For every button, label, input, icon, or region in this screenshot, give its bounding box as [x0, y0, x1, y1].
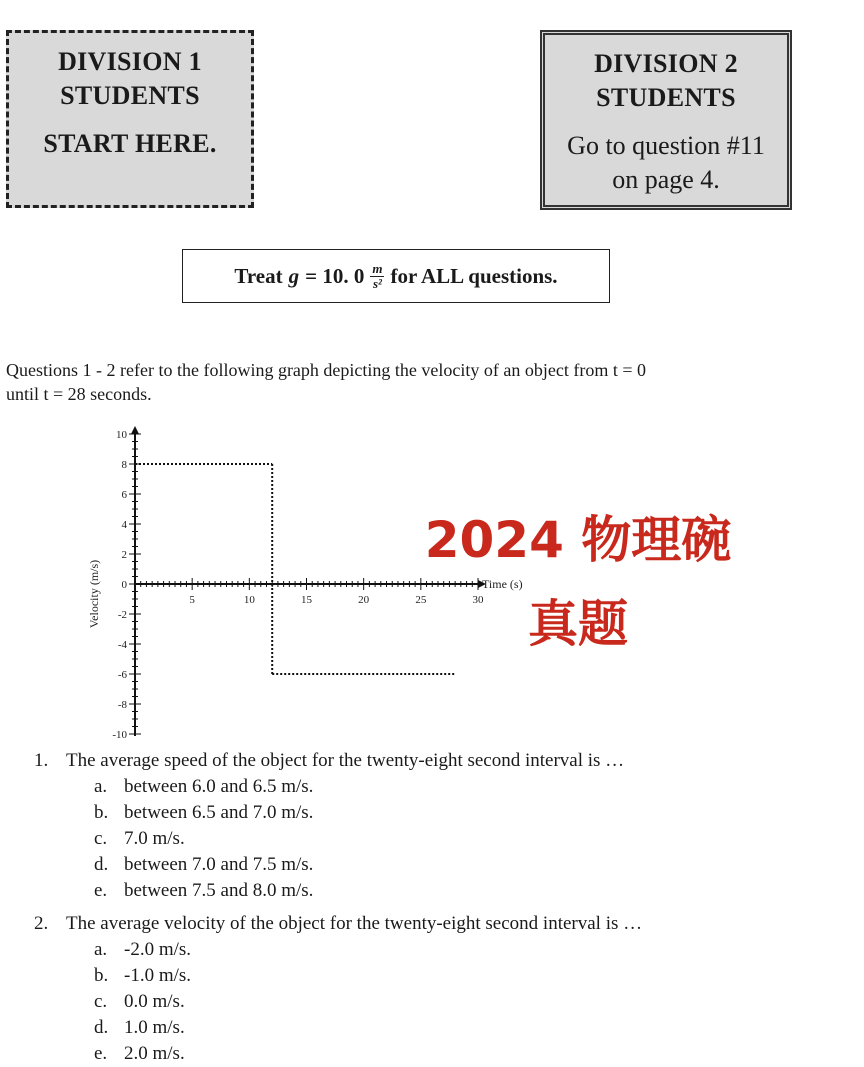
question-1: [34, 748, 624, 904]
option-letter: c.: [94, 991, 108, 1012]
chart-y-tick-label: 4: [121, 519, 127, 531]
chart-x-tick-label: 5: [189, 594, 195, 606]
option-text: between 7.0 and 7.5 m/s.: [124, 854, 314, 875]
chart-y-tick-label: -8: [117, 699, 127, 711]
gravity-unit-fraction: [370, 262, 384, 291]
watermark-overlay: [398, 508, 758, 656]
chart-x-axis-label: Time (s): [482, 577, 523, 591]
chart-y-tick-label: 2: [121, 549, 127, 561]
answer-option: [94, 826, 624, 852]
question-number: 1.: [34, 750, 49, 771]
chart-y-tick-label: 0: [121, 579, 127, 591]
chart-y-tick-label: -4: [117, 639, 127, 651]
option-letter: e.: [94, 880, 108, 901]
gravity-note-suffix: for ALL questions.: [390, 263, 558, 288]
chart-y-tick-label: -10: [112, 729, 127, 741]
gravity-unit-numerator: m: [372, 260, 383, 276]
chart-y-axis-label: Velocity (m/s): [87, 559, 101, 629]
answer-option: [94, 878, 624, 904]
chart-y-tick-label: -2: [117, 609, 127, 621]
option-text: 7.0 m/s.: [124, 828, 185, 849]
answer-option: [94, 774, 624, 800]
option-text: 1.0 m/s.: [124, 1017, 185, 1038]
option-text: 2.0 m/s.: [124, 1043, 185, 1064]
gravity-note-prefix: Treat: [234, 263, 283, 288]
option-letter: c.: [94, 828, 108, 849]
chart-x-tick-label: 25: [415, 594, 427, 606]
division-2-heading-line1: DIVISION 2: [594, 49, 738, 78]
option-letter: d.: [94, 854, 109, 875]
gravity-unit-denominator: s²: [372, 275, 382, 291]
intro-line-1: Questions 1 - 2 refer to the following graph depicting the velocity of an object from t = 0: [6, 360, 646, 380]
question-stem: The average speed of the object for the twenty-eight second interval is …: [66, 750, 625, 771]
answer-option: [94, 963, 642, 989]
division-1-box: [6, 30, 254, 208]
gravity-note-value: = 10. 0: [305, 263, 365, 288]
gravity-note-variable: g: [288, 263, 300, 288]
answer-option: [94, 852, 624, 878]
chart-x-tick-label: 15: [301, 594, 312, 606]
question-number: 2.: [34, 913, 49, 934]
chart-x-tick-label: 20: [358, 594, 370, 606]
division-2-instruction-line1: Go to question #11: [567, 131, 765, 160]
chart-y-tick-label: 6: [121, 489, 127, 501]
option-text: 0.0 m/s.: [124, 991, 185, 1012]
question-2: [34, 911, 642, 1067]
division-2-instruction-line2: on page 4.: [612, 165, 720, 194]
division-1-heading-line1: DIVISION 1: [58, 47, 202, 76]
intro-line-2: until t = 28 seconds.: [6, 384, 152, 404]
chart-x-tick-label: 10: [243, 594, 255, 606]
answer-option: [94, 1015, 642, 1041]
option-letter: e.: [94, 1043, 108, 1064]
option-text: between 6.0 and 6.5 m/s.: [124, 776, 314, 797]
option-letter: d.: [94, 1017, 109, 1038]
division-2-box: [540, 30, 792, 210]
option-letter: a.: [94, 939, 108, 960]
watermark-line-1: 2024 物理碗: [424, 511, 732, 569]
option-text: -1.0 m/s.: [124, 965, 192, 986]
answer-option: [94, 937, 642, 963]
answer-option: [94, 989, 642, 1015]
division-1-heading-line2: STUDENTS: [60, 81, 200, 110]
answer-option: [94, 800, 624, 826]
questions-intro: [6, 358, 766, 406]
chart-y-arrow: [131, 426, 139, 434]
chart-y-tick-label: 8: [121, 459, 127, 471]
option-letter: b.: [94, 802, 109, 823]
option-letter: b.: [94, 965, 109, 986]
question-stem: The average velocity of the object for the twenty-eight second interval is …: [66, 913, 643, 934]
chart-x-tick-label: 30: [472, 594, 484, 606]
chart-y-tick-label: 10: [116, 429, 127, 441]
chart-y-tick-label: -6: [117, 669, 127, 681]
gravity-note-box: [182, 249, 610, 303]
option-text: between 7.5 and 8.0 m/s.: [124, 880, 314, 901]
watermark-line-2: 真题: [528, 595, 628, 653]
division-2-heading-line2: STUDENTS: [596, 83, 736, 112]
option-text: -2.0 m/s.: [124, 939, 192, 960]
option-text: between 6.5 and 7.0 m/s.: [124, 802, 314, 823]
answer-option: [94, 1041, 642, 1067]
division-1-instruction: START HERE.: [43, 129, 217, 158]
option-letter: a.: [94, 776, 108, 797]
